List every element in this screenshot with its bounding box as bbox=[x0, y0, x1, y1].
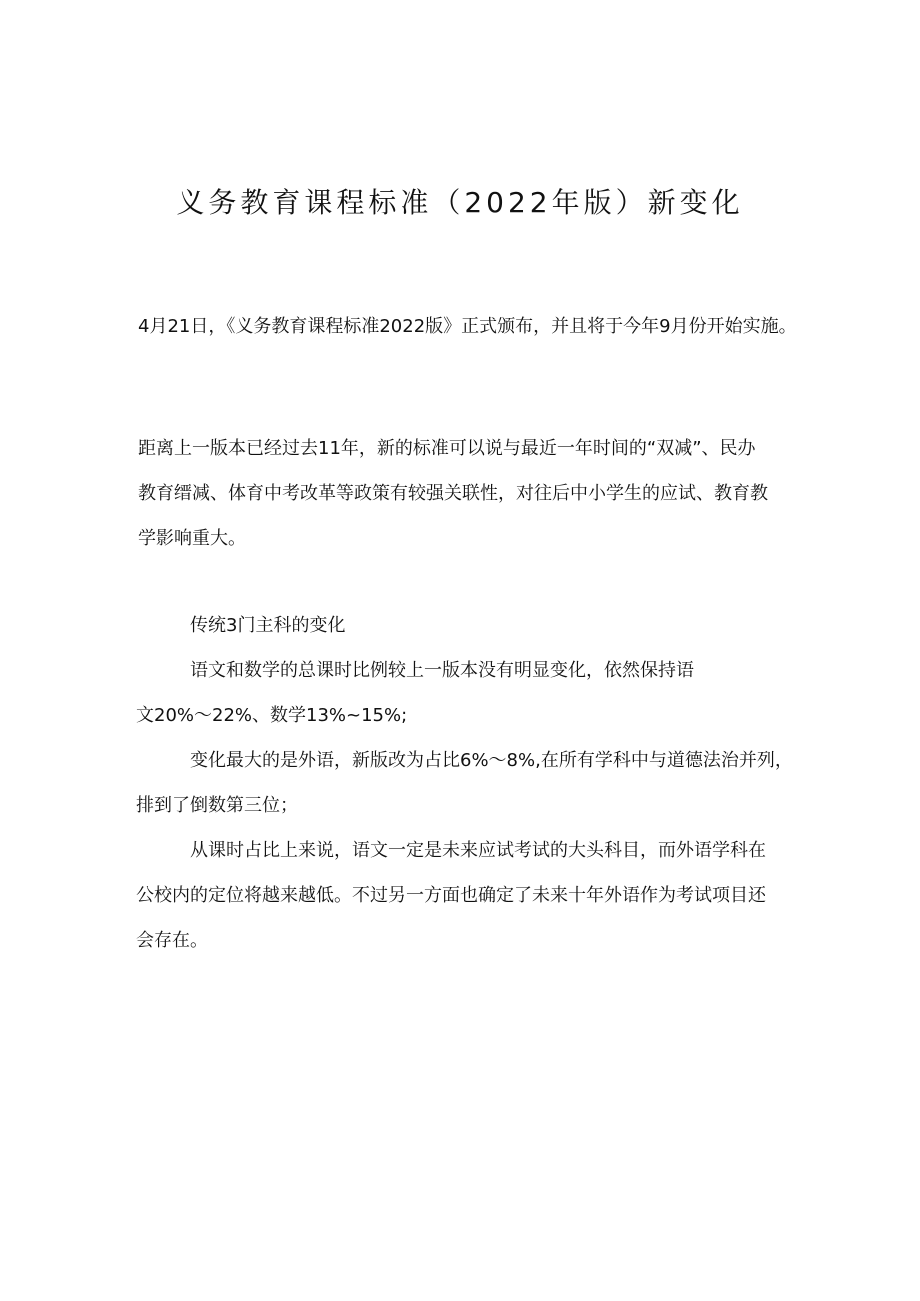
paragraph-line: 变化最大的是外语，新版改为占比6%〜8%,在所有学科中与道德法治并列， bbox=[190, 750, 793, 771]
paragraph-line: 从课时占比上来说，语文一定是未来应试考试的大头科目，而外语学科在 bbox=[190, 840, 766, 861]
paragraph-line: 公校内的定位将越来越低。不过另一方面也确定了未来十年外语作为考试项目还 bbox=[136, 885, 766, 906]
paragraph-background bbox=[138, 426, 798, 561]
paragraph-line: 4月21日，《义务教育课程标准2022版》正式颁布，并且将于今年9月份开始实施。 bbox=[138, 316, 797, 337]
section-heading-text: 传统3门主科的变化 bbox=[190, 615, 346, 636]
paragraph-line: 教育缙减、体育中考改革等政策有较强关联性，对往后中小学生的应试、教育教 bbox=[138, 483, 768, 504]
document-title: 义务教育课程标准（2022年版）新变化 bbox=[176, 186, 744, 219]
paragraph-line: 语文和数学的总课时比例较上一版本没有明显变化，依然保持语 bbox=[190, 660, 694, 681]
paragraph-line: 距离上一版本已经过去11年，新的标准可以说与最近一年时间的“双减”、民办 bbox=[138, 438, 756, 459]
section-heading bbox=[136, 603, 796, 648]
paragraph-line: 文20%〜22%、数学13%~15%; bbox=[136, 705, 408, 726]
paragraph-chinese-math bbox=[136, 648, 796, 738]
paragraph-release-date bbox=[138, 304, 798, 349]
paragraph-line: 排到了倒数第三位； bbox=[136, 795, 298, 816]
paragraph-line: 会存在。 bbox=[136, 930, 208, 951]
paragraph-conclusion bbox=[136, 828, 796, 963]
paragraph-foreign-language bbox=[136, 738, 796, 828]
paragraph-line: 学影响重大。 bbox=[138, 528, 246, 549]
